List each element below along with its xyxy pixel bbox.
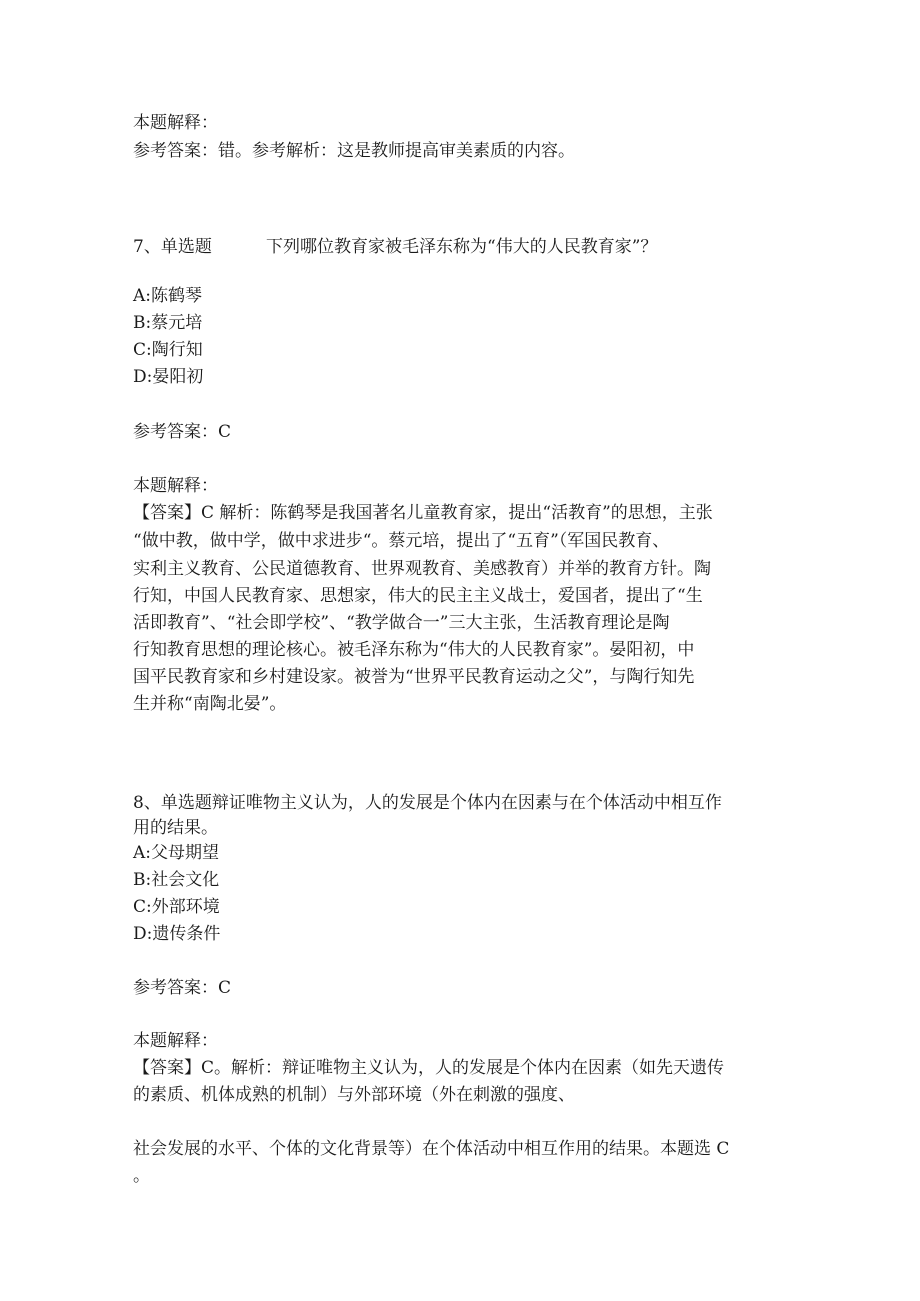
- q8-explain-line: 的素质、机体成熟的机制）与外部环境（外在刺激的强度、: [133, 1085, 575, 1105]
- q7-question: 下列哪位教育家被毛泽东称为“伟大的人民教育家”？: [266, 237, 658, 257]
- q7-option-d: D:晏阳初: [133, 367, 204, 387]
- q7-explain-line: 实利主义教育、公民道德教育、世界观教育、美感教育）并举的教育方针。陶: [133, 559, 711, 579]
- prev-answer-line: 参考答案：错。参考解析：这是教师提高审美素质的内容。: [133, 141, 575, 161]
- q8-option-a: A:父母期望: [133, 843, 220, 863]
- q8-explain-line: 社会发展的水平、个体的文化背景等）在个体活动中相互作用的结果。本题选 C: [133, 1139, 730, 1159]
- q7-option-a: A:陈鹤琴: [133, 286, 203, 306]
- q8-answer: 参考答案：C: [133, 978, 232, 998]
- q8-explain-line: 【答案】C。解析：辩证唯物主义认为，人的发展是个体内在因素（如先天遗传: [133, 1058, 725, 1078]
- q8-stem-line: 8、单选题辩证唯物主义认为，人的发展是个体内在因素与在个体活动中相互作: [133, 793, 722, 813]
- q7-explain-label: 本题解释：: [133, 476, 218, 496]
- q8-option-c: C:外部环境: [133, 897, 220, 917]
- q7-option-c: C:陶行知: [133, 340, 203, 360]
- q7-explain-line: 国平民教育家和乡村建设家。被誉为“世界平民教育运动之父”，与陶行知先: [133, 667, 695, 687]
- q7-explain-line: 行知教育思想的理论核心。被毛泽东称为“伟大的人民教育家”。晏阳初，中: [133, 640, 695, 660]
- q7-prefix: 7、单选题: [133, 237, 212, 257]
- q7-stem: [133, 234, 657, 261]
- q7-option-b: B:蔡元培: [133, 313, 203, 333]
- q8-explain-label: 本题解释：: [133, 1031, 218, 1051]
- q7-explain-line: 行知，中国人民教育家、思想家，伟大的民主主义战士，爱国者，提出了“生: [133, 586, 703, 606]
- q7-answer: 参考答案：C: [133, 422, 232, 442]
- q8-option-b: B:社会文化: [133, 870, 220, 890]
- q7-explain-line: 活即教育”、“社会即学校”、“教学做合一”三大主张，生活教育理论是陶: [133, 613, 670, 633]
- q8-explain-line: 。: [133, 1166, 150, 1186]
- q8-option-d: D:遗传条件: [133, 924, 221, 944]
- q7-explain-line: “做中教，做中学，做中求进步“。蔡元培，提出了“五育”（军国民教育、: [133, 531, 670, 551]
- q8-stem-line: 用的结果。: [133, 818, 218, 838]
- q7-explain-line: 【答案】C 解析：陈鹤琴是我国著名儿童教育家，提出“活教育”的思想，主张: [133, 503, 713, 523]
- q7-explain-line: 生并称“南陶北晏”。: [133, 694, 287, 714]
- prev-explain-label: 本题解释：: [133, 113, 218, 133]
